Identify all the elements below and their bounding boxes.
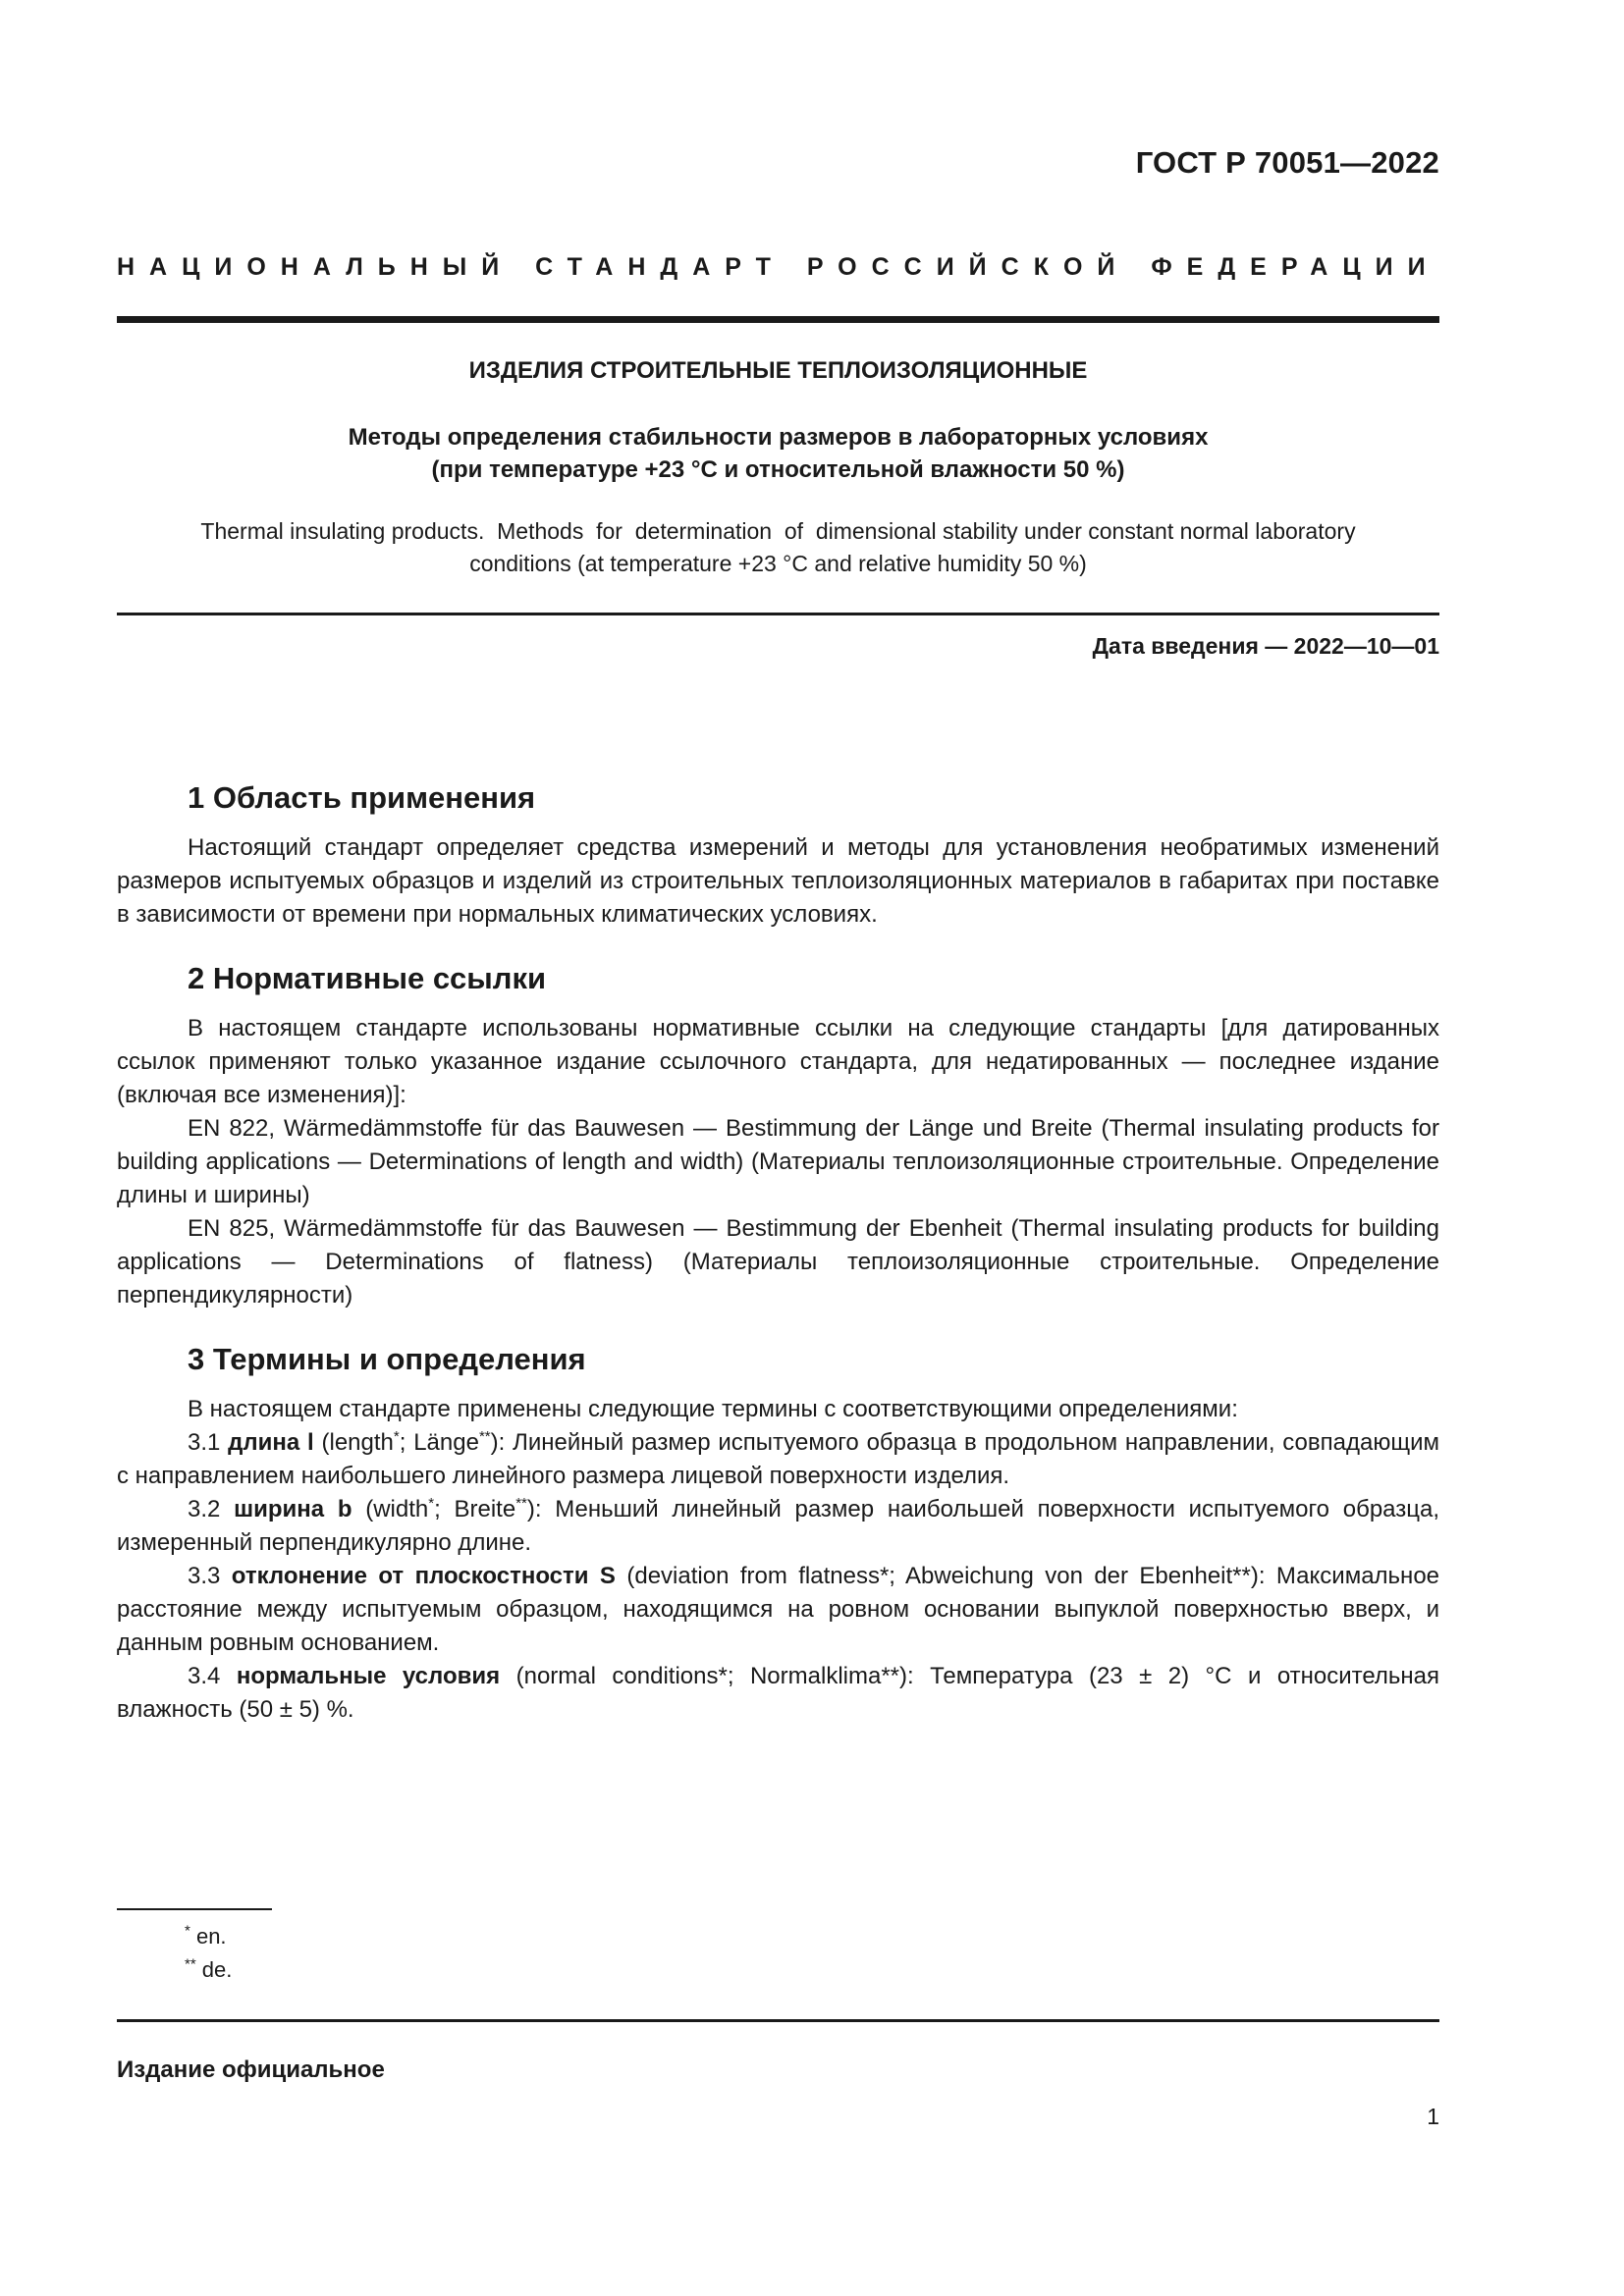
footnote-text: en. bbox=[189, 1924, 227, 1949]
term-name: длина l bbox=[228, 1429, 314, 1456]
term-width bbox=[117, 1493, 1439, 1560]
footnote-ref: ** bbox=[515, 1495, 527, 1512]
english-title-line-2: conditions (at temperature +23 °C and relative humidity 50 %) bbox=[469, 551, 1087, 576]
term-number: 3.4 bbox=[188, 1663, 237, 1689]
references-intro: В настоящем стандарте использованы нормативные ссылки на следующие стандарты [для датированных ссылок применяют только указанное издание ссылочного стандарта, для недатированных — последнее издание (включая все изменения)]: bbox=[117, 1015, 1439, 1108]
term-flatness-deviation bbox=[117, 1560, 1439, 1660]
footnote-ref: * bbox=[428, 1495, 435, 1512]
section-terms bbox=[117, 1340, 1439, 1727]
title-divider bbox=[117, 613, 1439, 615]
term-name: нормальные условия bbox=[236, 1663, 501, 1689]
national-standard-banner: НАЦИОНАЛЬНЫЙ СТАНДАРТ РОССИЙСКОЙ ФЕДЕРАЦИИ bbox=[117, 253, 1440, 281]
terms-intro: В настоящем стандарте применены следующие термины с соответствующими определениями: bbox=[188, 1396, 1238, 1422]
section-scope bbox=[117, 778, 1439, 932]
section-normative-references bbox=[117, 959, 1439, 1312]
term-length bbox=[117, 1426, 1439, 1493]
term-name: ширина b bbox=[234, 1496, 352, 1522]
term-text: (width bbox=[352, 1496, 429, 1522]
footnotes bbox=[185, 1920, 232, 1987]
footnote-de bbox=[185, 1953, 232, 1987]
official-edition-label: Издание официальное bbox=[117, 2056, 385, 2083]
english-title-line-1: Thermal insulating products. Methods for determination of dimensional stability under constant normal laboratory bbox=[200, 518, 1356, 544]
scope-paragraph: Настоящий стандарт определяет средства измерений и методы для установления необратимых изменений размеров испытуемых образцов и изделий из строительных теплоизоляционных материалов в габаритах при поставке в зависимости от времени при нормальных климатических условиях. bbox=[117, 834, 1439, 928]
term-definition: ): Линейный размер испытуемого образца в продольном направлении, совпадающим с направлением наибольшего линейного размера лицевой поверхности изделия. bbox=[117, 1429, 1439, 1489]
term-normal-conditions bbox=[117, 1660, 1439, 1727]
header-divider bbox=[117, 316, 1439, 323]
term-definition: (normal conditions*; Normalklima**): Температура (23 ± 2) °С и относительная влажность (50 ± 5) %. bbox=[117, 1663, 1440, 1723]
reference-en825: EN 825, Wärmedämmstoffe für das Bauwesen — Bestimmung der Ebenheit (Thermal insulating products for building applications — Determinations of flatness) (Материалы теплоизоляционные строительные. Определение перпендикулярности) bbox=[117, 1215, 1439, 1308]
footnote-ref: ** bbox=[478, 1428, 491, 1445]
reference-en822: EN 822, Wärmedämmstoffe für das Bauwesen — Bestimmung der Länge und Breite (Thermal insulating products for building applications — Determinations of length and width) (Материалы теплоизоляционные строительные. Определение длины и ширины) bbox=[117, 1115, 1439, 1208]
page-number: 1 bbox=[1427, 2104, 1439, 2129]
footnote-divider bbox=[117, 1908, 272, 1910]
footnote-ref: * bbox=[393, 1428, 400, 1445]
standard-title: ИЗДЕЛИЯ СТРОИТЕЛЬНЫЕ ТЕПЛОИЗОЛЯЦИОННЫЕ bbox=[468, 357, 1088, 384]
term-number: 3.2 bbox=[188, 1496, 235, 1522]
term-text: ; Breite bbox=[434, 1496, 516, 1522]
footnote-mark: ** bbox=[185, 1955, 196, 1973]
section-heading-scope: 1 Область применения bbox=[188, 780, 536, 815]
introduction-date: Дата введения — 2022—10—01 bbox=[1092, 633, 1439, 659]
term-number: 3.3 bbox=[188, 1563, 232, 1589]
document-number: ГОСТ Р 70051—2022 bbox=[1135, 145, 1439, 180]
standard-subtitle bbox=[117, 421, 1439, 486]
section-heading-references: 2 Нормативные ссылки bbox=[188, 961, 547, 995]
footer-divider bbox=[117, 2019, 1439, 2022]
footnote-en bbox=[185, 1920, 232, 1953]
section-heading-terms: 3 Термины и определения bbox=[188, 1342, 586, 1376]
subtitle-line-2: (при температуре +23 °С и относительной влажности 50 %) bbox=[431, 456, 1125, 483]
term-definition: (deviation from flatness*; Abweichung von der Ebenheit**): Максимальное расстояние между испытуемым образцом, находящимся на ровном основании выпуклой поверхностью вверх, и данным ровным основанием. bbox=[117, 1563, 1440, 1656]
term-number: 3.1 bbox=[188, 1429, 229, 1456]
term-definition: ): Меньший линейный размер наибольшей поверхности испытуемого образца, измеренный перпендикулярно длине. bbox=[117, 1496, 1440, 1556]
term-text: (length bbox=[313, 1429, 394, 1456]
subtitle-line-1: Методы определения стабильности размеров в лабораторных условиях bbox=[348, 424, 1209, 451]
footnote-text: de. bbox=[195, 1957, 233, 1982]
term-name: отклонение от плоскостности S bbox=[231, 1563, 616, 1589]
english-title bbox=[117, 515, 1439, 580]
footnote-mark: * bbox=[185, 1922, 190, 1940]
document-body bbox=[117, 778, 1439, 1754]
term-text: ; Länge bbox=[399, 1429, 479, 1456]
